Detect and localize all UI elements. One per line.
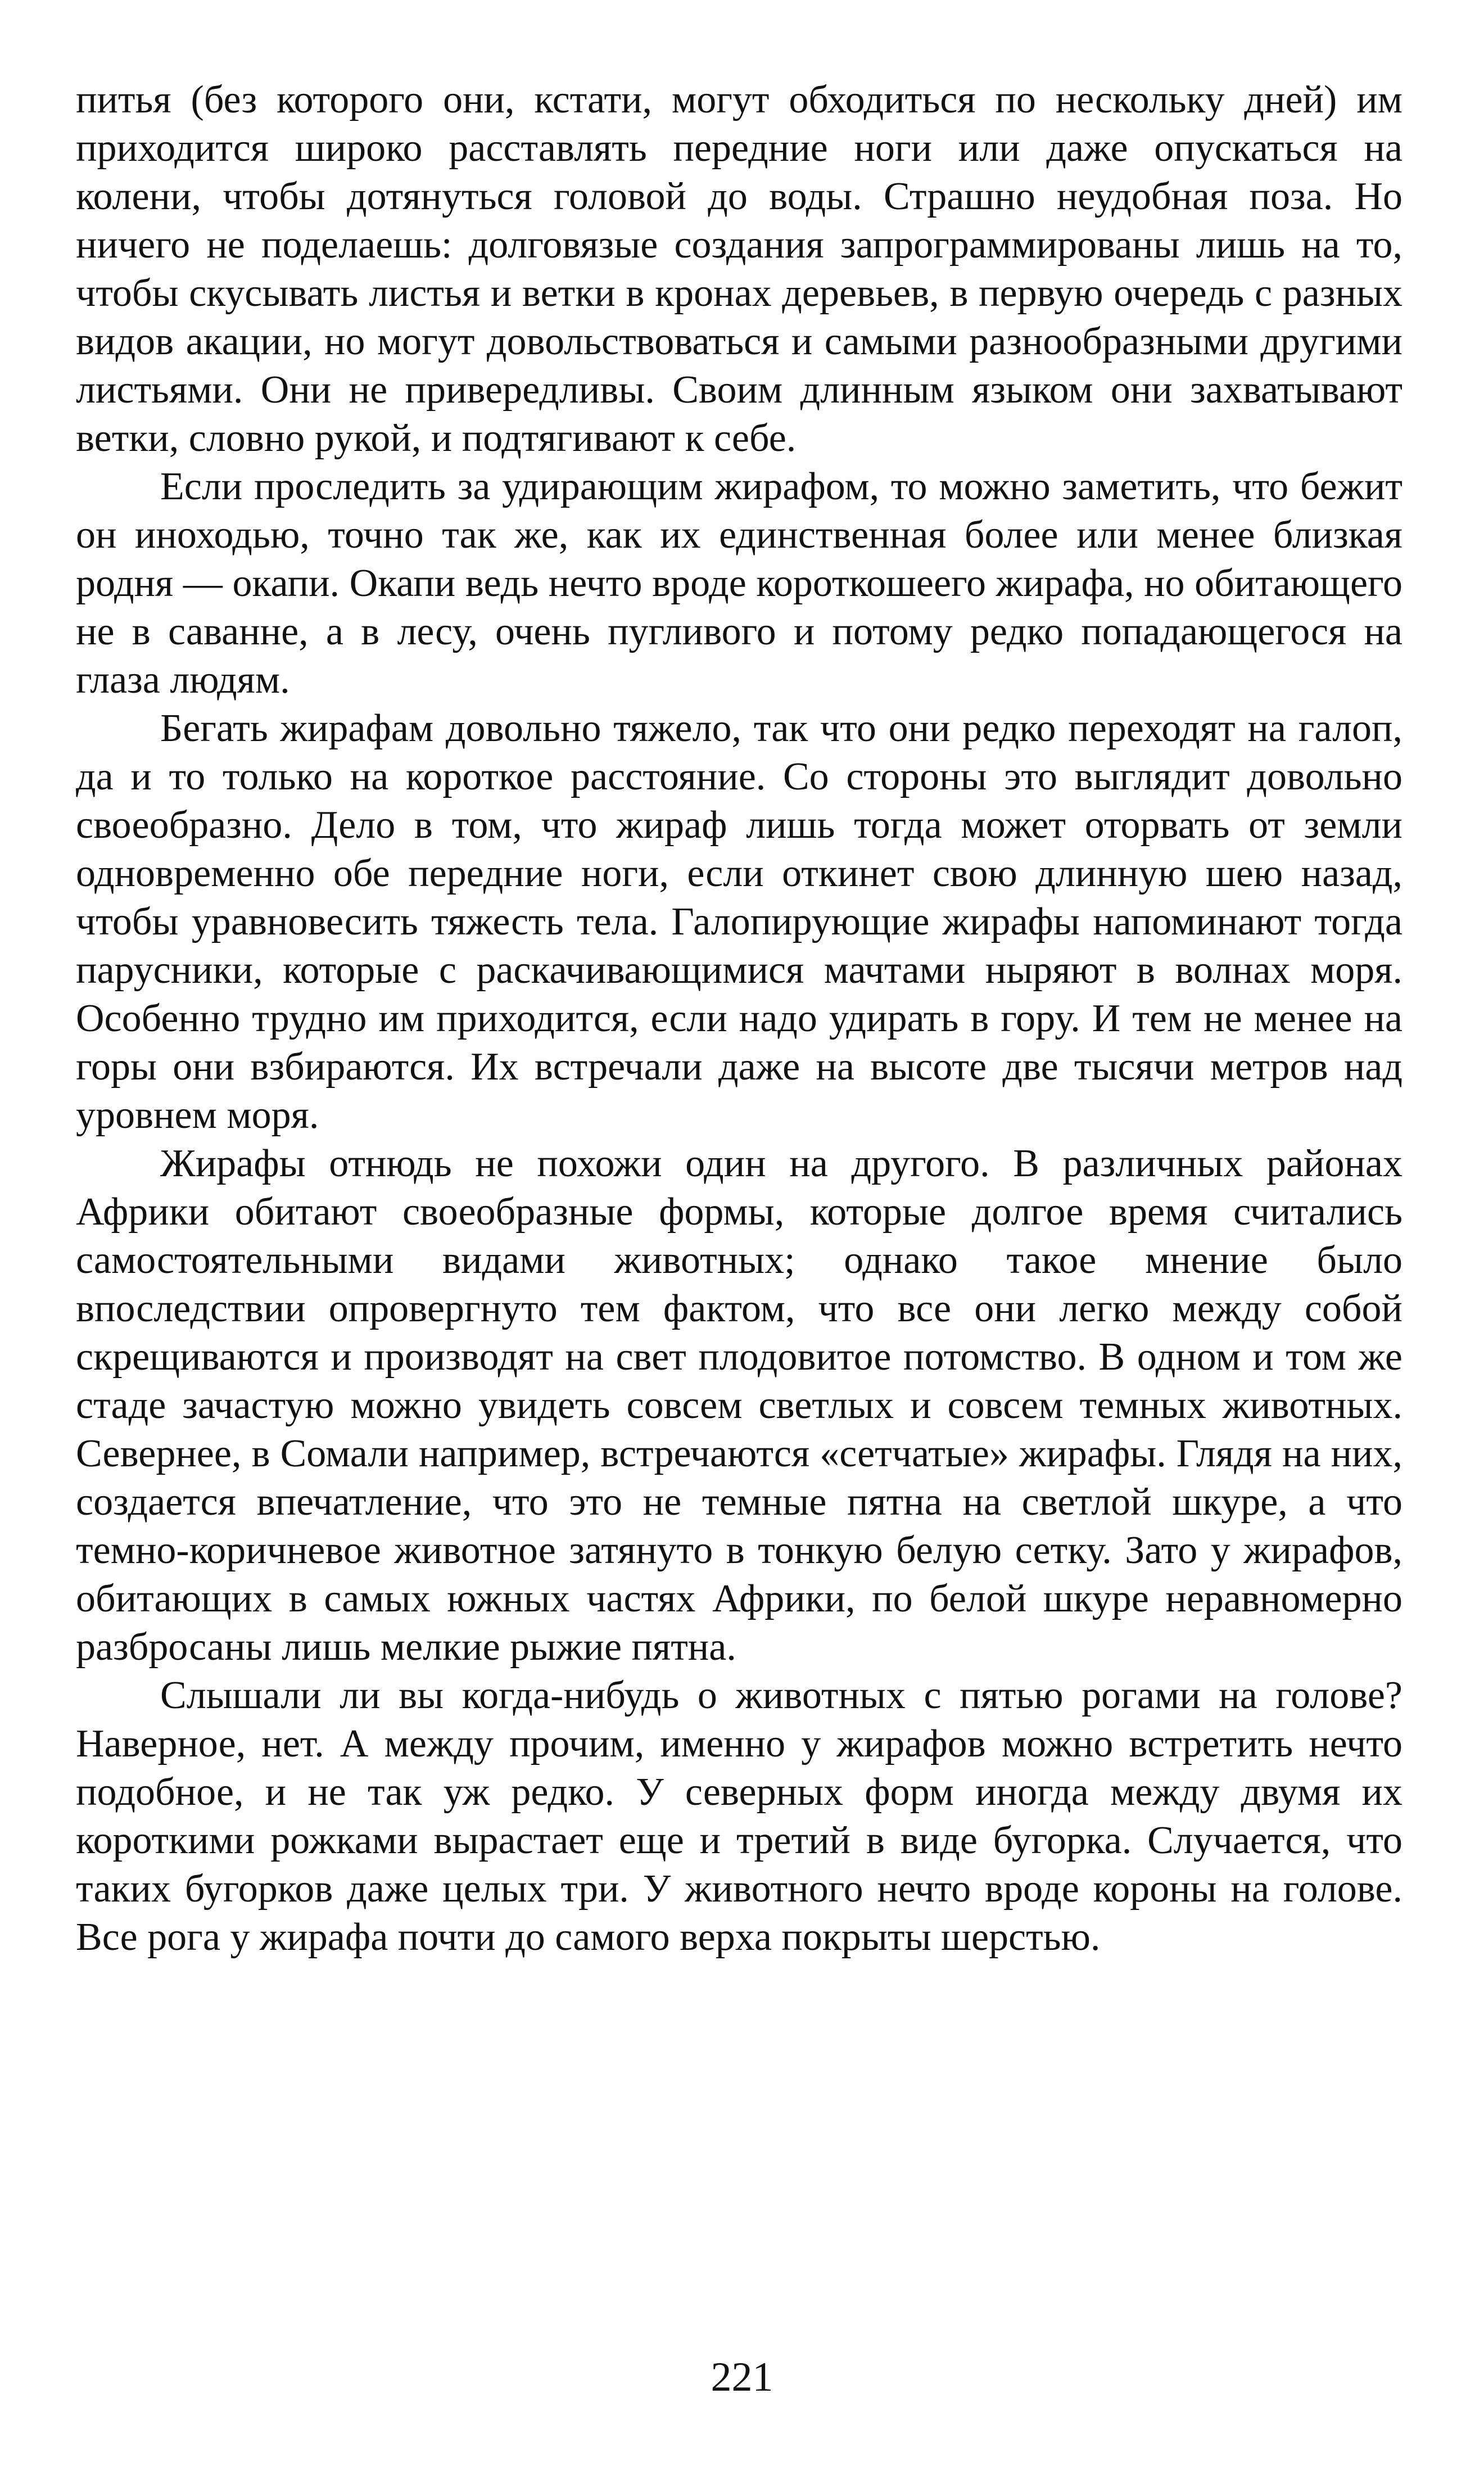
paragraph-4: Жирафы отнюдь не похожи один на другого. В различных районах Африки обитают своеобразные формы, которые долгое время считались самостоятельными видами животных; однако такое мнение было впоследствии опровергнуто тем фактом, что все они легко между собой скрещиваются и производят на свет плодовитое потомство. В одном и том же стаде зачастую можно увидеть совсем светлых и совсем темных животных. Севернее, в Сомали например, встречаются «сетчатые» жирафы. Глядя на них, создается впечатление, что это не темные пятна на светлой шкуре, а что темно-коричневое животное затянуто в тонкую белую сетку. Зато у жирафов, обитающих в самых южных частях Африки, по белой шкуре неравномерно разбросаны лишь мелкие рыжие пятна. [76,1142,1402,1669]
paragraph-5: Слышали ли вы когда-нибудь о животных с пятью рогами на голове? Наверное, нет. А между прочим, именно у жирафов можно встретить нечто подобное, и не так уж редко. У северных форм иногда между двумя их короткими рожками вырастает еще и третий в виде бугорка. Случается, что таких бугорков даже целых три. У животного нечто вроде короны на голове. Все рога у жирафа почти до самого верха покрыты шерстью. [76,1674,1402,1959]
page-number: 221 [711,2354,773,2400]
paragraph-2: Если проследить за удирающим жирафом, то можно заметить, что бежит он иноходью, точно так же, как их единственная более или менее близкая родня — окапи. Окапи ведь нечто вроде короткошеего жирафа, но обитающего не в саванне, а в лесу, очень пугливого и потому редко попадающегося на глаза людям. [76,465,1402,702]
paragraph-1: питья (без которого они, кстати, могут обходиться по нескольку дней) им приходится широко расставлять передние ноги или даже опускаться на колени, чтобы дотянуться головой до воды. Страшно неудобная поза. Но ничего не поделаешь: долговязые создания запрограммированы лишь на то, чтобы скусывать листья и ветки в кронах деревьев, в первую очередь с разных видов акации, но могут довольствоваться и самыми разнообразными другими листьями. Они не привередливы. Своим длинным языком они захватывают ветки, словно рукой, и подтягивают к себе. [76,78,1402,460]
body-text [76,76,1402,1962]
paragraph-3: Бегать жирафам довольно тяжело, так что они редко переходят на галоп, да и то только на короткое расстояние. Со стороны это выглядит довольно своеобразно. Дело в том, что жираф лишь тогда может оторвать от земли одновременно обе передние ноги, если откинет свою длинную шею назад, чтобы уравновесить тяжесть тела. Галопирующие жирафы напоминают тогда парусники, которые с раскачивающимися мачтами ныряют в волнах моря. Особенно трудно им приходится, если надо удирать в гору. И тем не менее на горы они взбираются. Их встречали даже на высоте две тысячи метров над уровнем моря. [76,707,1402,1137]
